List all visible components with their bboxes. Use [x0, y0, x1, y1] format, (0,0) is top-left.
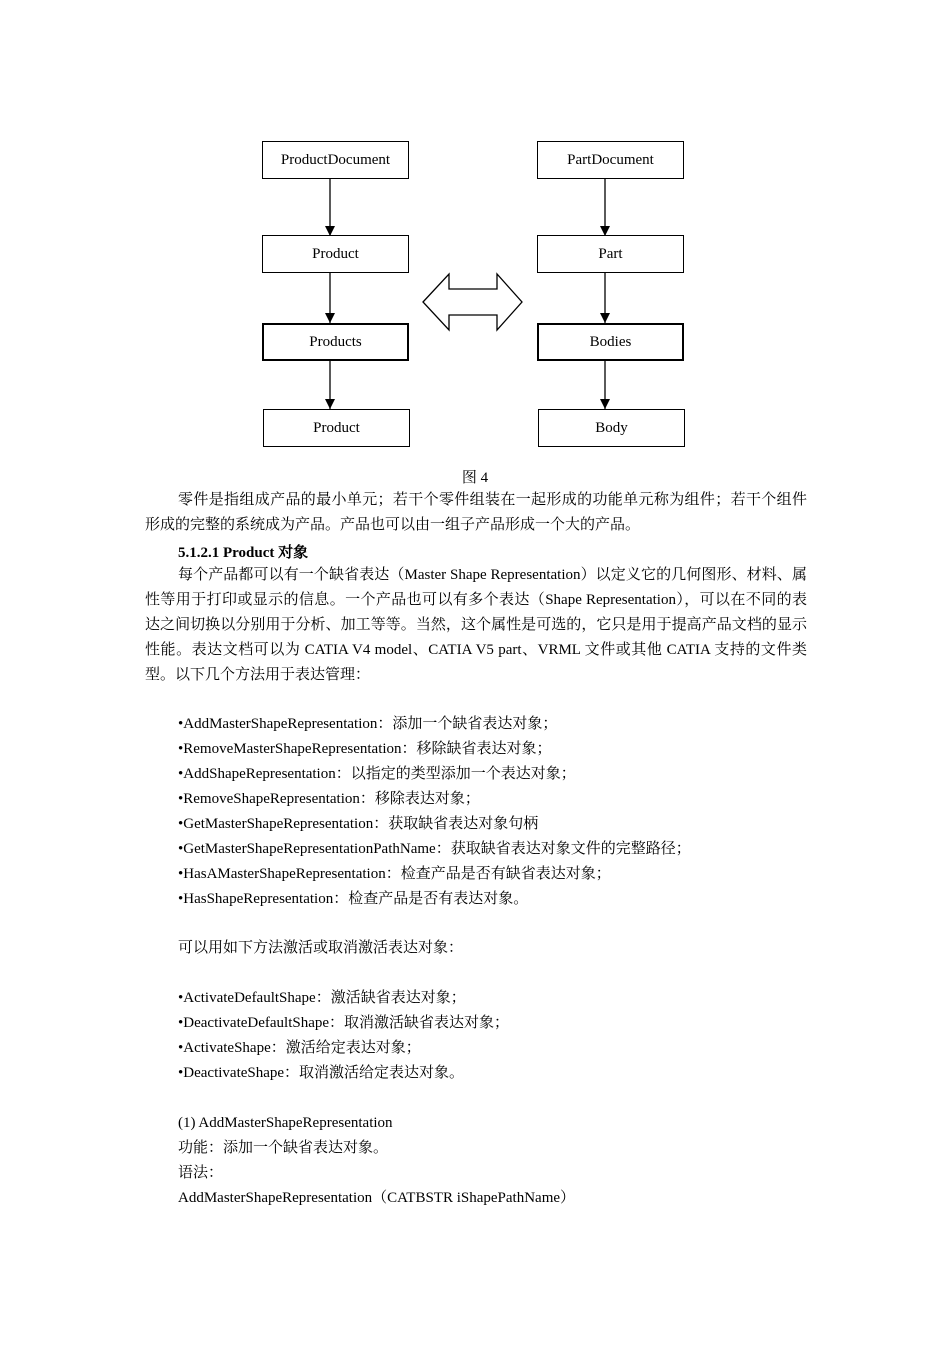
list-item: • ActivateShape：激活给定表达对象；: [178, 1036, 509, 1061]
arrowhead: [600, 399, 610, 409]
subsection-title: (1) AddMasterShapeRepresentation: [178, 1115, 393, 1131]
list-item: • GetMasterShapeRepresentationPathName：获取缺省表达对象文件的完整路径；: [178, 837, 691, 862]
node-part-document: PartDocument: [537, 141, 684, 179]
list-item: • ActivateDefaultShape：激活缺省表达对象；: [178, 986, 509, 1011]
paragraph-representation: 每个产品都可以有一个缺省表达（Master Shape Representation）以定义它的几何图形、材料、属性等用于打印或显示的信息。一个产品也可以有多个表达（Shape Representation），可以在不同的表达之间切换以分别用于分析、加工等等。当然，这个属性是可选的，它只是用于提高产品文档的显示性能。表达文档可以为 CATIA V4 model、CATIA V5 part、VRML 文件或其他 CATIA 支持的文件类型。以下几个方法用于表达管理：: [145, 567, 807, 683]
list-item: • RemoveMasterShapeRepresentation：移除缺省表达对象；: [178, 737, 691, 762]
syntax-signature: AddMasterShapeRepresentation（CATBSTR iShapePathName）: [178, 1190, 576, 1206]
list-item: • GetMasterShapeRepresentation：获取缺省表达对象句柄: [178, 812, 691, 837]
bidirectional-arrow: [423, 274, 522, 330]
list-item: • HasAMasterShapeRepresentation：检查产品是否有缺省表达对象；: [178, 862, 691, 887]
section-heading: 5.1.2.1 Product 对象: [178, 545, 309, 561]
paragraph-parts: 零件是指组成产品的最小单元；若干个零件组装在一起形成的功能单元称为组件；若干个组件形成的完整的系统成为产品。产品也可以由一组子产品形成一个大的产品。: [145, 492, 807, 533]
list-item: • DeactivateDefaultShape：取消激活缺省表达对象；: [178, 1011, 509, 1036]
node-product-child: Product: [263, 409, 410, 447]
diagram-connectors: [0, 0, 950, 470]
arrowhead: [325, 399, 335, 409]
node-part: Part: [537, 235, 684, 273]
method-list-activation: [178, 986, 509, 1086]
figure-caption: 图 4: [461, 470, 489, 486]
list-item: • AddMasterShapeRepresentation：添加一个缺省表达对象；: [178, 712, 691, 737]
arrowhead: [325, 313, 335, 323]
method-list-representation: [178, 712, 691, 912]
list-item: • HasShapeRepresentation：检查产品是否有表达对象。: [178, 887, 691, 912]
list-item: • AddShapeRepresentation：以指定的类型添加一个表达对象；: [178, 762, 691, 787]
node-product: Product: [262, 235, 409, 273]
node-body: Body: [538, 409, 685, 447]
activation-intro: 可以用如下方法激活或取消激活表达对象：: [178, 940, 464, 956]
node-bodies: Bodies: [537, 323, 684, 361]
arrowhead: [600, 313, 610, 323]
list-item: • DeactivateShape：取消激活给定表达对象。: [178, 1061, 509, 1086]
function-description: 功能：添加一个缺省表达对象。: [178, 1140, 389, 1156]
list-item: • RemoveShapeRepresentation：移除表达对象；: [178, 787, 691, 812]
syntax-label: 语法：: [178, 1165, 224, 1181]
node-products: Products: [262, 323, 409, 361]
node-product-document: ProductDocument: [262, 141, 409, 179]
